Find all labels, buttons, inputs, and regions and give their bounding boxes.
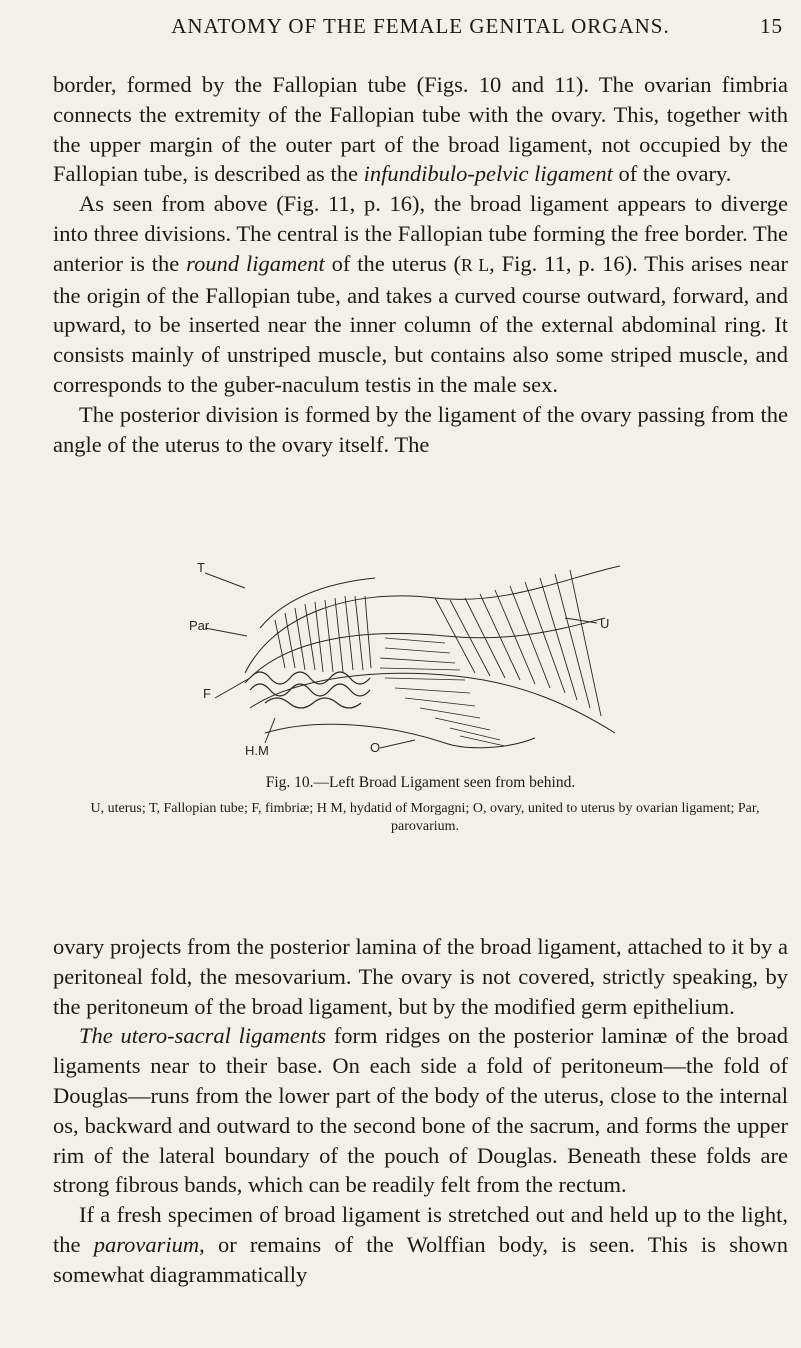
- paragraph-2: [53, 189, 788, 400]
- label-u: U: [600, 616, 610, 631]
- paragraph-5-text: form ridges on the posterior laminæ of the broad ligaments near to their base. On each side a fold of peritoneum—the fold of Douglas—runs from the lower part of the body of the uterus, close to the internal os, backward and outward to the second bone of the sacrum, and forms the upper rim of the lateral boundary of the pouch of Douglas. Beneath these folds are strong fibrous bands, which can be readily felt from the rectum.: [53, 1023, 788, 1198]
- label-f: F: [203, 686, 211, 701]
- paragraph-6: [53, 1200, 788, 1289]
- page-number: 15: [760, 14, 783, 38]
- paragraph-6-text-end: , or remains of the Wolffian body, is seen. This is shown somewhat diagrammatically: [53, 1231, 788, 1287]
- label-hm: H.M: [245, 743, 269, 758]
- running-head: [0, 14, 801, 39]
- running-head-title: ANATOMY OF THE FEMALE GENITAL ORGANS.: [171, 14, 670, 38]
- paragraph-1: [53, 70, 788, 189]
- paragraph-4: ovary projects from the posterior lamina of the broad ligament, attached to it by a peritoneal fold, the mesovarium. The ovary is not covered, strictly speaking, by the peritoneum of the broad ligament, but by the modified germ epithelium.: [53, 934, 788, 1019]
- figure-legend: U, uterus; T, Fallopian tube; F, fimbriæ; H M, hydatid of Morgagni; O, ovary, united to uterus by ovarian ligament; Par, parovarium.: [90, 801, 760, 834]
- paragraph-2-abbrev: R L: [461, 254, 490, 275]
- figure-caption: Fig. 10.—Left Broad Ligament seen from behind.: [265, 774, 576, 791]
- paragraph-1-term: infundibulo-pelvic ligament: [363, 161, 613, 187]
- paragraph-5: [53, 1021, 788, 1200]
- paragraph-2-term: round ligament: [186, 250, 325, 276]
- label-o: O: [370, 740, 381, 755]
- paragraph-3: The posterior division is formed by the ligament of the ovary passing from the angle of the uterus to the ovary itself. The: [53, 401, 788, 457]
- broad-ligament-engraving: [205, 558, 625, 763]
- paragraph-6-term: parovarium: [93, 1231, 200, 1257]
- paragraph-6-text: If a fresh specimen of broad ligament is stretched out and held up to the light, the: [53, 1202, 788, 1257]
- text-block-lower: [53, 932, 788, 1290]
- text-block-upper: [53, 70, 788, 459]
- paragraph-2-text-mid: of the uterus (: [324, 250, 462, 276]
- label-par: Par: [189, 618, 210, 633]
- label-t: T: [197, 560, 205, 575]
- paragraph-1-text-end: of the ovary.: [612, 161, 732, 187]
- paragraph-5-term: The utero-sacral ligaments: [79, 1023, 327, 1049]
- paragraph-2-text: As seen from above (Fig. 11, p. 16), the broad ligament appears to diverge into three divisions. The central is the Fallopian tube forming the free border. The anterior is the: [53, 191, 788, 276]
- paragraph-2-text-end: , Fig. 11, p. 16). This arises near the origin of the Fallopian tube, and takes a curved course outward, forward, and upward, to be inserted near the inner column of the external abdominal ring. It consists mainly of unstriped muscle, but contains also some striped muscle, and corresponds to the guber-naculum testis in the male sex.: [53, 250, 788, 397]
- figure-broad-ligament: [189, 558, 625, 763]
- paragraph-1-text: border, formed by the Fallopian tube (Figs. 10 and 11). The ovarian fimbria connects the extremity of the Fallopian tube with the ovary. This, together with the upper margin of the outer part of the broad ligament, not occupied by the Fallopian tube, is described as the: [53, 72, 788, 187]
